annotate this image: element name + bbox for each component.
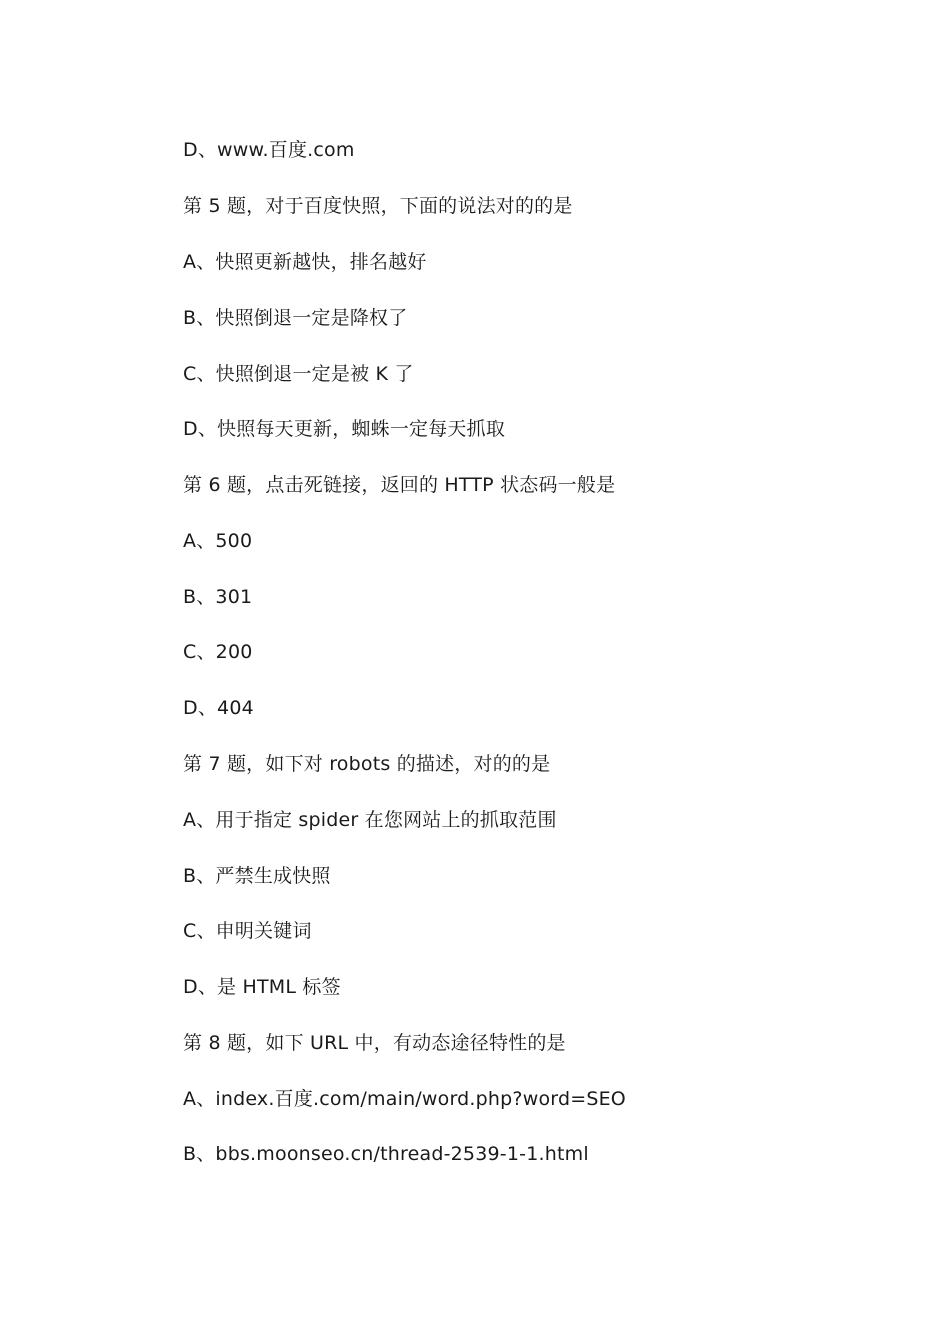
question-5-option-a: A、快照更新越快，排名越好 [183, 251, 427, 273]
question-5-option-d: D、快照每天更新，蜘蛛一定每天抓取 [183, 418, 506, 440]
question-5-option-c: C、快照倒退一定是被 K 了 [183, 363, 414, 385]
question-6-option-d: D、404 [183, 697, 254, 719]
question-7-option-a: A、用于指定 spider 在您网站上的抓取范围 [183, 809, 557, 831]
question-7-option-d: D、是 HTML 标签 [183, 976, 341, 998]
question-7-title: 第 7 题，如下对 robots 的描述，对的的是 [183, 753, 551, 775]
question-6-title: 第 6 题，点击死链接，返回的 HTTP 状态码一般是 [183, 474, 616, 496]
question-6-option-c: C、200 [183, 641, 253, 663]
question-5-title: 第 5 题，对于百度快照，下面的说法对的的是 [183, 195, 573, 217]
question-8-title: 第 8 题，如下 URL 中，有动态途径特性的是 [183, 1032, 566, 1054]
question-4-option-d: D、www.百度.com [183, 139, 355, 161]
question-5-option-b: B、快照倒退一定是降权了 [183, 307, 408, 329]
question-8-option-a: A、index.百度.com/main/word.php?word=SEO [183, 1088, 626, 1110]
question-8-option-b: B、bbs.moonseo.cn/thread-2539-1-1.html [183, 1143, 589, 1165]
question-7-option-c: C、申明关键词 [183, 920, 312, 942]
question-6-option-a: A、500 [183, 530, 253, 552]
question-6-option-b: B、301 [183, 586, 253, 608]
question-7-option-b: B、严禁生成快照 [183, 865, 331, 887]
